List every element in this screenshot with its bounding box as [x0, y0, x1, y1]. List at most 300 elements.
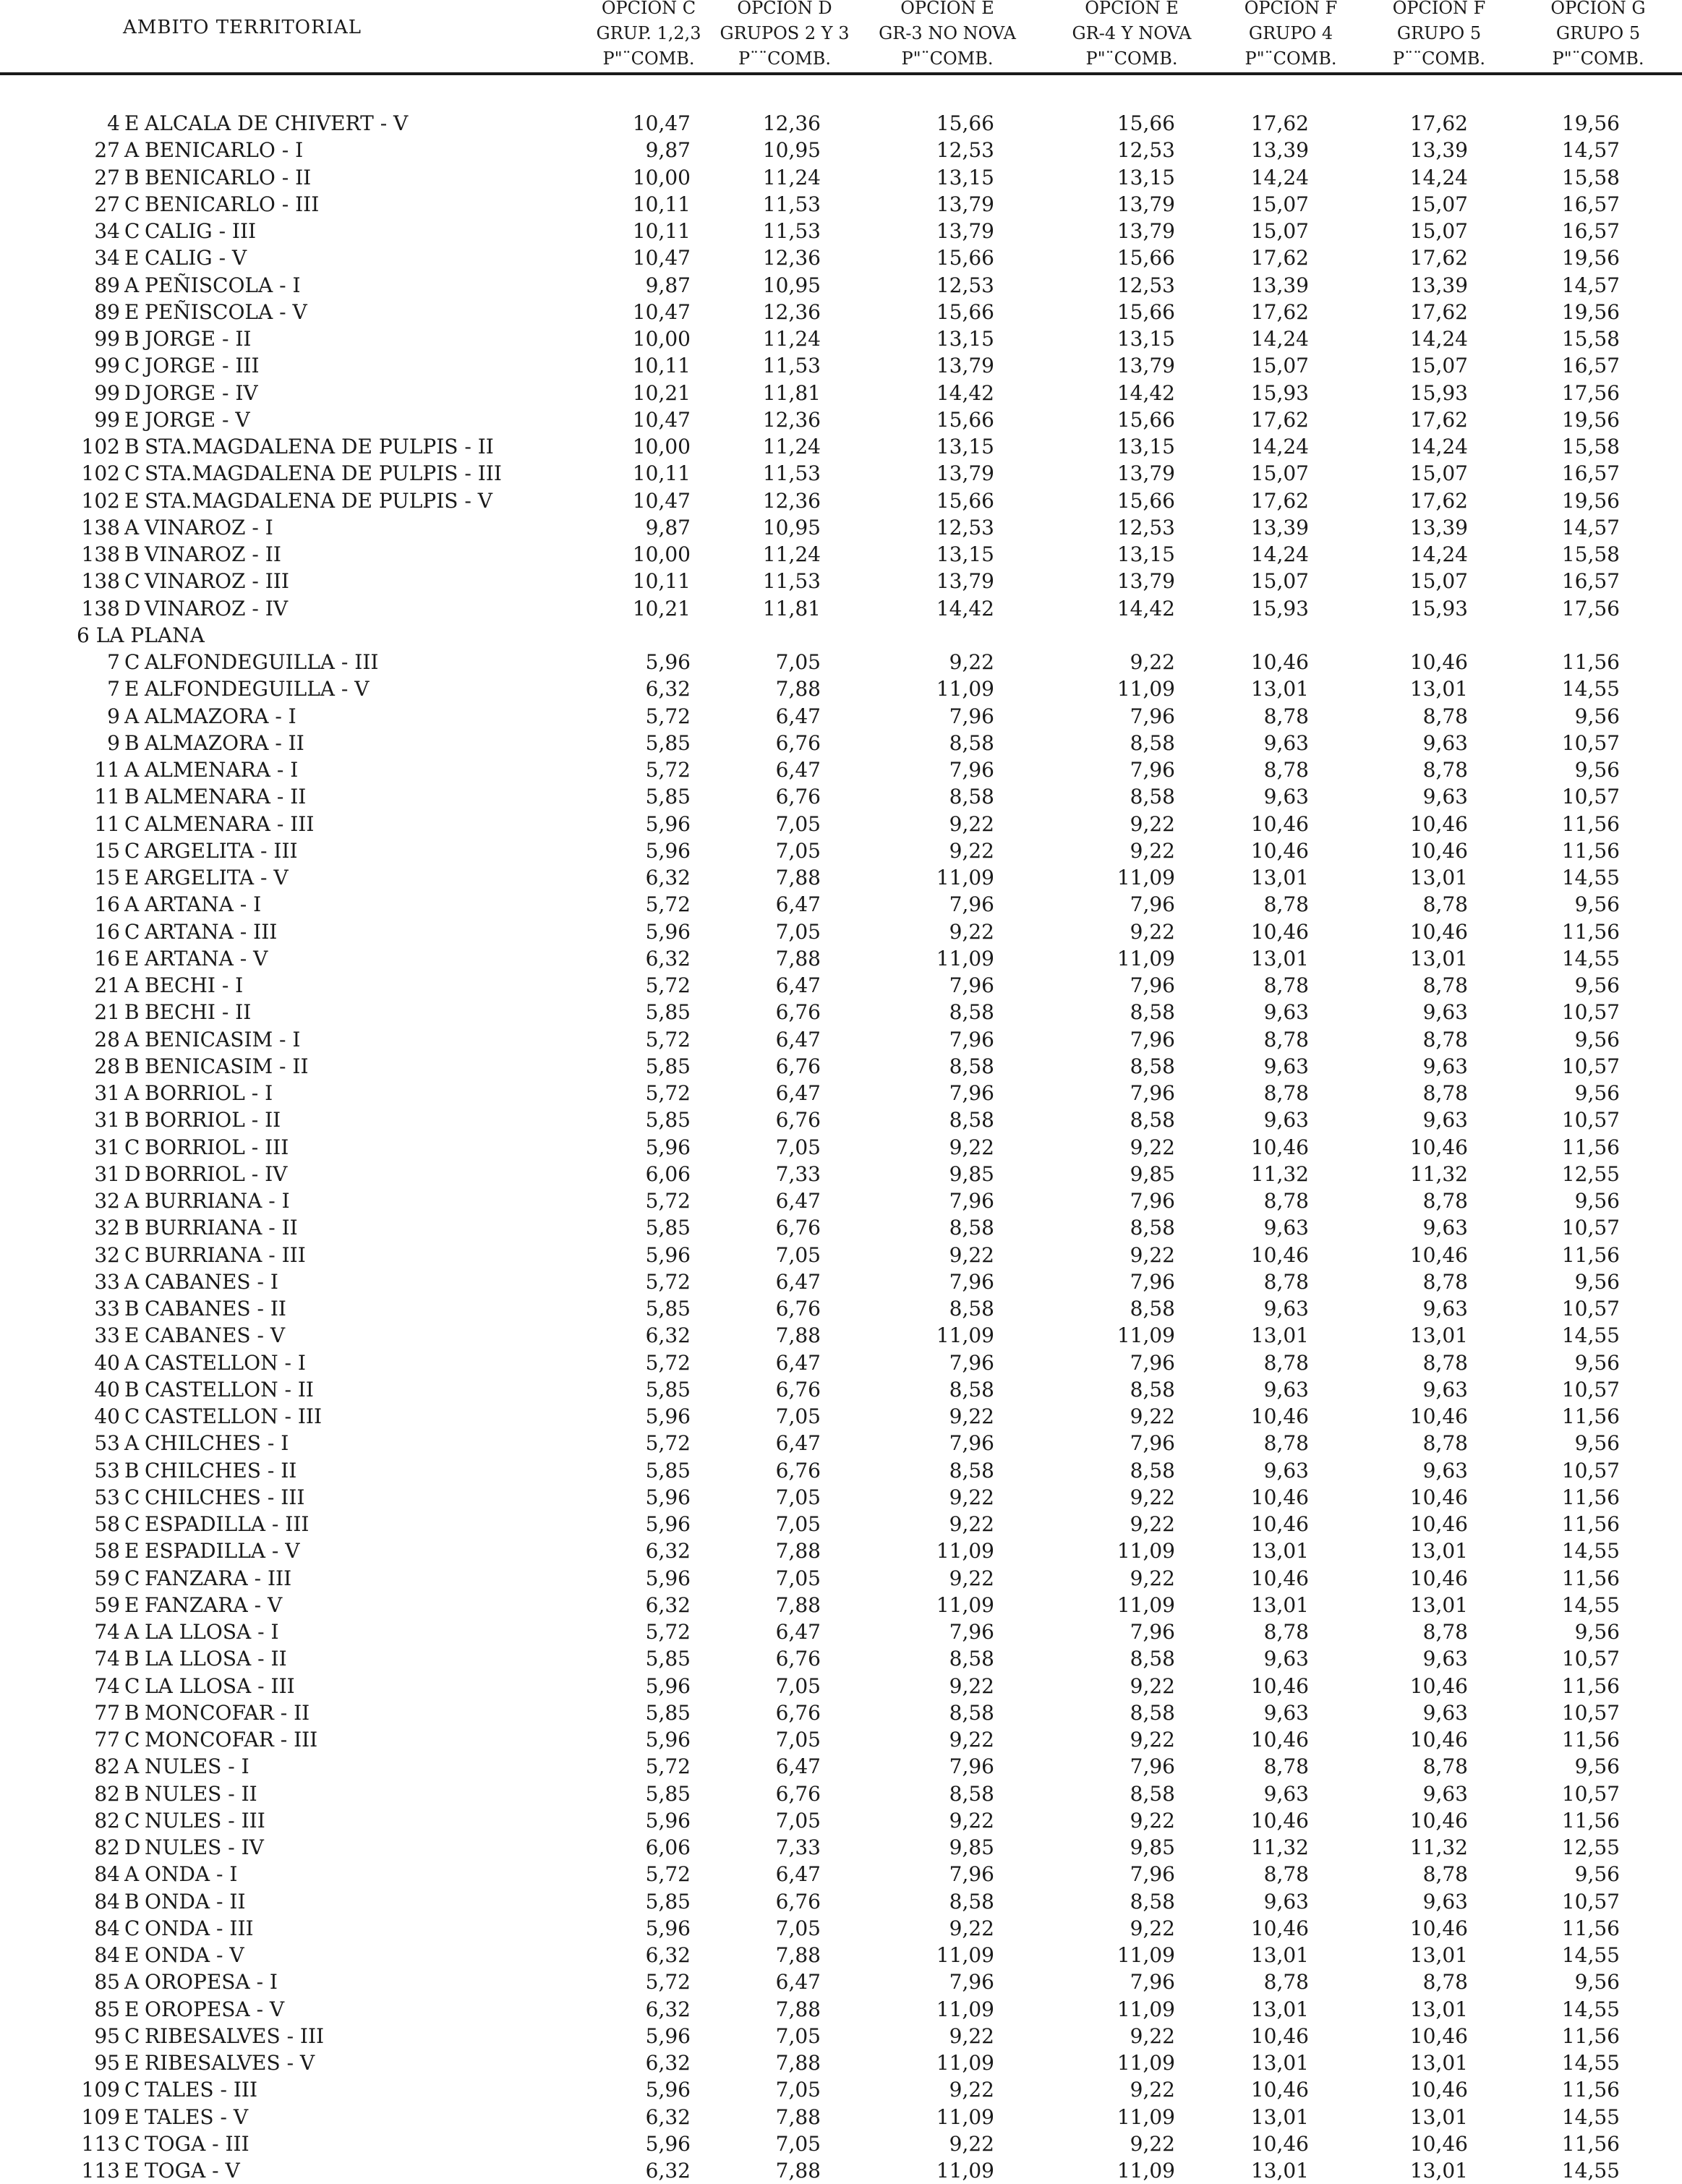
municipality-code: 11	[94, 758, 120, 782]
price-value: 6,76	[775, 1377, 821, 1402]
price-value: 13,79	[936, 192, 994, 216]
price-value: 14,55	[1561, 677, 1620, 701]
column-header-line: OPCION F	[1244, 0, 1338, 18]
column-header-line: P"¨COMB.	[602, 48, 695, 69]
price-value: 10,11	[632, 569, 691, 594]
zone-letter: C	[124, 1242, 140, 1267]
municipality-name: JORGE - V	[145, 407, 250, 432]
municipality-code: 15	[94, 866, 120, 890]
price-value: 8,58	[1130, 1647, 1175, 1671]
price-value: 13,79	[936, 219, 994, 243]
zone-letter: C	[124, 1135, 140, 1159]
municipality-name: BENICARLO - III	[145, 192, 320, 216]
table-row	[0, 1537, 1682, 1564]
price-value: 9,63	[1263, 1000, 1309, 1025]
price-value: 9,63	[1263, 1700, 1309, 1725]
municipality-code: 113	[81, 2131, 120, 2156]
municipality-code: 4	[107, 111, 120, 135]
municipality-name: TOGA - V	[145, 2159, 240, 2183]
price-value: 7,96	[1130, 1970, 1175, 1995]
price-value: 8,58	[949, 1297, 994, 1321]
price-value: 5,85	[645, 785, 691, 809]
table-row	[0, 1053, 1682, 1080]
price-value: 16,57	[1561, 569, 1620, 594]
price-value: 9,22	[949, 650, 994, 674]
price-value: 10,46	[1409, 1135, 1468, 1159]
price-value: 9,56	[1574, 1862, 1620, 1887]
zone-letter: A	[124, 1269, 140, 1294]
zone-letter: A	[124, 1970, 140, 1995]
price-value: 8,78	[1263, 704, 1309, 728]
price-value: 6,76	[775, 1889, 821, 1914]
price-value: 16,57	[1561, 461, 1620, 486]
zone-letter: C	[124, 2131, 140, 2156]
zone-letter: E	[124, 946, 140, 971]
municipality-code: 31	[94, 1135, 120, 1159]
price-value: 13,15	[936, 542, 994, 566]
price-value: 15,66	[1117, 488, 1175, 513]
data-table-body	[0, 110, 1682, 2184]
price-value: 9,22	[949, 2131, 994, 2156]
table-row	[0, 756, 1682, 783]
municipality-code: 40	[94, 1404, 120, 1428]
price-value: 10,47	[632, 407, 691, 432]
price-value: 10,46	[1409, 2023, 1468, 2048]
table-row	[0, 1457, 1682, 1484]
price-value: 8,58	[1130, 1377, 1175, 1402]
municipality-code: 74	[94, 1620, 120, 1644]
price-value: 9,85	[949, 1161, 994, 1186]
table-row	[0, 380, 1682, 406]
price-value: 9,22	[949, 1673, 994, 1698]
price-value: 6,76	[775, 730, 821, 755]
zone-letter: B	[124, 542, 140, 566]
table-row	[0, 999, 1682, 1025]
price-value: 11,09	[1117, 1323, 1175, 1348]
zone-letter: E	[124, 407, 140, 432]
municipality-code: 34	[94, 219, 120, 243]
zone-letter: A	[124, 1081, 140, 1105]
table-row	[0, 1699, 1682, 1726]
municipality-name: CALIG - V	[145, 246, 247, 270]
price-value: 9,63	[1422, 1889, 1468, 1914]
price-value: 13,01	[1409, 677, 1468, 701]
price-value: 6,32	[645, 2159, 691, 2183]
price-value: 13,01	[1250, 1943, 1309, 1967]
table-row	[0, 1996, 1682, 2023]
municipality-name: TALES - III	[145, 2078, 258, 2102]
municipality-name: BENICASIM - I	[145, 1027, 301, 1052]
price-value: 9,22	[1130, 1242, 1175, 1267]
municipality-name: RIBESALVES - III	[145, 2023, 325, 2048]
municipality-name: CABANES - V	[145, 1323, 286, 1348]
table-row	[0, 1106, 1682, 1133]
price-value: 6,47	[775, 1081, 821, 1105]
zone-letter: B	[124, 1054, 140, 1078]
price-value: 17,62	[1250, 488, 1309, 513]
price-value: 11,09	[1117, 2159, 1175, 2183]
price-value: 5,96	[645, 1916, 691, 1940]
price-value: 14,24	[1250, 327, 1309, 351]
price-value: 10,46	[1409, 1404, 1468, 1428]
table-row	[0, 837, 1682, 864]
price-value: 13,01	[1250, 2104, 1309, 2129]
column-header-line: P"¨COMB.	[1552, 48, 1644, 69]
price-value: 11,09	[936, 2051, 994, 2075]
price-value: 7,88	[775, 1539, 821, 1564]
municipality-code: 102	[81, 435, 120, 458]
price-value: 11,09	[1117, 1539, 1175, 1564]
price-value: 10,11	[632, 461, 691, 486]
table-row	[0, 649, 1682, 675]
price-value: 8,58	[949, 1108, 994, 1132]
price-value: 7,05	[775, 811, 821, 836]
price-value: 7,96	[949, 892, 994, 917]
municipality-code: 28	[94, 1027, 120, 1052]
price-value: 19,56	[1561, 111, 1620, 135]
municipality-name: ESPADILLA - III	[145, 1512, 309, 1536]
price-value: 11,24	[762, 435, 821, 458]
price-value: 9,22	[949, 1916, 994, 1940]
municipality-code: 85	[94, 1997, 120, 2021]
price-value: 17,62	[1250, 246, 1309, 270]
municipality-code: 11	[94, 811, 120, 836]
price-value: 5,72	[645, 1754, 691, 1779]
municipality-name: ALMENARA - II	[145, 785, 307, 809]
price-value: 10,46	[1250, 1566, 1309, 1590]
price-value: 9,63	[1263, 785, 1309, 809]
price-value: 13,15	[936, 327, 994, 351]
price-value: 9,56	[1574, 1269, 1620, 1294]
price-value: 5,96	[645, 1728, 691, 1752]
price-value: 13,01	[1250, 1323, 1309, 1348]
table-row	[0, 1807, 1682, 1834]
price-value: 11,56	[1561, 1135, 1620, 1159]
price-value: 11,56	[1561, 919, 1620, 944]
price-value: 6,47	[775, 758, 821, 782]
price-value: 8,58	[949, 785, 994, 809]
price-value: 11,32	[1409, 1161, 1468, 1186]
table-row	[0, 1214, 1682, 1241]
zone-letter: D	[124, 380, 141, 405]
column-header-line: GR-3 NO NOVA	[879, 23, 1016, 43]
price-value: 7,96	[949, 1027, 994, 1052]
price-value: 9,22	[1130, 811, 1175, 836]
price-value: 11,56	[1561, 811, 1620, 836]
price-value: 8,78	[1422, 892, 1468, 917]
price-value: 14,57	[1561, 515, 1620, 539]
zone-letter: E	[124, 2051, 140, 2075]
price-value: 8,58	[1130, 1297, 1175, 1321]
column-header-line: OPCION D	[737, 0, 832, 18]
municipality-code: 7	[107, 650, 120, 674]
table-row	[0, 1861, 1682, 1887]
price-value: 7,96	[949, 973, 994, 997]
table-row	[0, 1484, 1682, 1511]
zone-letter: C	[124, 569, 140, 594]
price-value: 6,47	[775, 1970, 821, 1995]
price-value: 7,96	[1130, 1862, 1175, 1887]
price-value: 13,79	[1117, 461, 1175, 486]
price-value: 5,96	[645, 811, 691, 836]
price-value: 9,22	[1130, 1673, 1175, 1698]
price-value: 13,39	[1409, 138, 1468, 163]
table-row	[0, 2104, 1682, 2130]
price-value: 11,09	[936, 1943, 994, 1967]
municipality-name: LA LLOSA - III	[145, 1673, 295, 1698]
price-value: 15,93	[1250, 380, 1309, 405]
price-value: 17,56	[1561, 380, 1620, 405]
zone-letter: E	[124, 2104, 140, 2129]
zone-letter: D	[124, 1161, 141, 1186]
table-row	[0, 568, 1682, 594]
price-value: 11,56	[1561, 838, 1620, 863]
price-value: 7,05	[775, 1135, 821, 1159]
municipality-code: 102	[81, 461, 120, 486]
price-value: 5,72	[645, 1269, 691, 1294]
price-value: 5,72	[645, 892, 691, 917]
municipality-name: ARTANA - I	[145, 892, 262, 917]
price-value: 8,78	[1422, 1350, 1468, 1375]
price-value: 10,46	[1409, 1808, 1468, 1833]
price-value: 11,56	[1561, 1566, 1620, 1590]
municipality-code: 138	[81, 596, 120, 620]
price-value: 5,85	[645, 1781, 691, 1806]
zone-letter: B	[124, 1700, 140, 1725]
zone-letter: E	[124, 1943, 140, 1967]
price-value: 6,32	[645, 1997, 691, 2021]
price-value: 7,88	[775, 1592, 821, 1617]
price-value: 10,46	[1409, 1566, 1468, 1590]
price-value: 11,56	[1561, 1916, 1620, 1940]
price-value: 6,47	[775, 1431, 821, 1456]
price-value: 10,57	[1561, 730, 1620, 755]
price-value: 10,00	[632, 327, 691, 351]
municipality-name: STA.MAGDALENA DE PULPIS - II	[145, 435, 494, 458]
municipality-name: TOGA - III	[145, 2131, 249, 2156]
zone-letter: E	[124, 246, 140, 270]
municipality-name: PEÑISCOLA - I	[145, 273, 301, 297]
price-value: 7,96	[949, 1431, 994, 1456]
municipality-code: 31	[94, 1161, 120, 1186]
price-value: 6,32	[645, 866, 691, 890]
price-value: 6,47	[775, 1269, 821, 1294]
table-header	[0, 0, 1682, 75]
municipality-code: 58	[94, 1512, 120, 1536]
zone-letter: A	[124, 1431, 140, 1456]
price-value: 8,78	[1422, 1189, 1468, 1213]
table-row	[0, 730, 1682, 756]
municipality-code: 84	[94, 1889, 120, 1914]
price-value: 6,32	[645, 2051, 691, 2075]
price-value: 6,76	[775, 1297, 821, 1321]
price-value: 8,78	[1263, 892, 1309, 917]
zone-letter: A	[124, 1027, 140, 1052]
municipality-name: NULES - II	[145, 1781, 257, 1806]
zone-letter: C	[124, 1808, 140, 1833]
price-value: 7,33	[775, 1161, 821, 1186]
price-value: 7,88	[775, 866, 821, 890]
price-value: 17,62	[1250, 299, 1309, 324]
price-value: 15,07	[1409, 461, 1468, 486]
price-value: 9,22	[1130, 2078, 1175, 2102]
municipality-name: STA.MAGDALENA DE PULPIS - V	[145, 488, 492, 513]
price-value: 9,63	[1422, 785, 1468, 809]
table-row	[0, 595, 1682, 622]
zone-letter: C	[124, 461, 140, 486]
column-header-line: P"¨COMB.	[1245, 48, 1337, 69]
price-value: 16,57	[1561, 354, 1620, 378]
zone-letter: A	[124, 1350, 140, 1375]
price-value: 13,79	[936, 569, 994, 594]
municipality-code: 59	[94, 1592, 120, 1617]
price-value: 10,57	[1561, 1647, 1620, 1671]
price-value: 9,22	[949, 2023, 994, 2048]
price-value: 14,55	[1561, 2104, 1620, 2129]
price-value: 5,72	[645, 1027, 691, 1052]
municipality-code: 9	[107, 730, 120, 755]
price-value: 10,46	[1250, 1808, 1309, 1833]
price-value: 7,33	[775, 1835, 821, 1859]
price-value: 12,55	[1561, 1835, 1620, 1859]
zone-letter: C	[124, 1916, 140, 1940]
price-value: 14,55	[1561, 866, 1620, 890]
table-row	[0, 703, 1682, 730]
municipality-name: BORRIOL - IV	[145, 1161, 288, 1186]
price-value: 10,46	[1409, 1916, 1468, 1940]
municipality-name: VINAROZ - IV	[145, 596, 289, 620]
municipality-name: CASTELLON - I	[145, 1350, 306, 1375]
price-value: 5,72	[645, 1431, 691, 1456]
price-value: 8,78	[1263, 1350, 1309, 1375]
municipality-code: 99	[94, 327, 120, 351]
table-row	[0, 2076, 1682, 2103]
price-value: 5,96	[645, 2023, 691, 2048]
price-value: 6,47	[775, 1027, 821, 1052]
municipality-code: 82	[94, 1754, 120, 1779]
price-value: 5,72	[645, 1862, 691, 1887]
price-value: 7,96	[949, 1269, 994, 1294]
zone-letter: B	[124, 730, 140, 755]
price-value: 14,24	[1409, 435, 1468, 458]
price-value: 8,58	[949, 730, 994, 755]
price-value: 10,11	[632, 219, 691, 243]
price-value: 7,05	[775, 650, 821, 674]
municipality-code: 27	[94, 138, 120, 163]
municipality-name: NULES - IV	[145, 1835, 264, 1859]
table-row	[0, 1968, 1682, 1995]
price-value: 13,79	[936, 354, 994, 378]
price-value: 10,00	[632, 542, 691, 566]
price-value: 15,58	[1561, 327, 1620, 351]
price-value: 5,72	[645, 1350, 691, 1375]
table-row	[0, 191, 1682, 218]
municipality-code: 102	[81, 488, 120, 513]
price-value: 5,85	[645, 1377, 691, 1402]
municipality-name: CHILCHES - I	[145, 1431, 289, 1456]
municipality-name: MONCOFAR - II	[145, 1700, 310, 1725]
price-value: 12,55	[1561, 1161, 1620, 1186]
municipality-name: VINAROZ - II	[145, 542, 281, 566]
municipality-code: 82	[94, 1835, 120, 1859]
municipality-name: BENICARLO - I	[145, 138, 304, 163]
price-value: 7,88	[775, 946, 821, 971]
price-value: 14,42	[936, 380, 994, 405]
price-value: 5,85	[645, 1216, 691, 1240]
municipality-code: 99	[94, 407, 120, 432]
price-value: 10,57	[1561, 1054, 1620, 1078]
price-value: 14,24	[1409, 165, 1468, 189]
price-value: 7,96	[1130, 1269, 1175, 1294]
price-value: 10,57	[1561, 785, 1620, 809]
price-value: 10,46	[1409, 650, 1468, 674]
price-value: 11,09	[936, 1323, 994, 1348]
price-value: 11,56	[1561, 1485, 1620, 1509]
price-value: 10,00	[632, 435, 691, 458]
price-value: 9,56	[1574, 1620, 1620, 1644]
table-row	[0, 1888, 1682, 1915]
municipality-name: BORRIOL - I	[145, 1081, 273, 1105]
price-value: 9,63	[1422, 1458, 1468, 1483]
price-value: 9,22	[1130, 1404, 1175, 1428]
price-value: 7,96	[1130, 1620, 1175, 1644]
price-value: 5,96	[645, 1242, 691, 1267]
price-value: 15,07	[1250, 192, 1309, 216]
price-value: 13,01	[1409, 2104, 1468, 2129]
table-row	[0, 2157, 1682, 2184]
price-value: 15,66	[1117, 246, 1175, 270]
price-value: 9,22	[1130, 1485, 1175, 1509]
price-value: 10,46	[1250, 919, 1309, 944]
table-row	[0, 675, 1682, 702]
price-value: 9,22	[1130, 1808, 1175, 1833]
price-value: 14,24	[1250, 165, 1309, 189]
ambito-header: AMBITO TERRITORIAL	[123, 17, 362, 38]
price-value: 9,22	[949, 2078, 994, 2102]
price-value: 7,96	[949, 1620, 994, 1644]
price-value: 5,96	[645, 1566, 691, 1590]
price-value: 8,78	[1263, 973, 1309, 997]
table-row	[0, 137, 1682, 163]
price-value: 13,15	[1117, 435, 1175, 458]
municipality-name: BENICASIM - II	[145, 1054, 309, 1078]
municipality-name: BENICARLO - II	[145, 165, 312, 189]
price-value: 15,07	[1250, 219, 1309, 243]
municipality-name: CHILCHES - II	[145, 1458, 297, 1483]
municipality-code: 7	[107, 677, 120, 701]
price-value: 9,63	[1422, 1377, 1468, 1402]
zone-letter: A	[124, 515, 140, 539]
municipality-code: 138	[81, 542, 120, 566]
price-value: 10,46	[1250, 1512, 1309, 1536]
zone-letter: C	[124, 354, 140, 378]
municipality-name: ARGELITA - V	[145, 866, 289, 890]
zone-letter: E	[124, 866, 140, 890]
price-value: 9,22	[949, 838, 994, 863]
price-value: 10,46	[1250, 1728, 1309, 1752]
price-value: 10,57	[1561, 1108, 1620, 1132]
price-value: 13,01	[1250, 1997, 1309, 2021]
table-row	[0, 541, 1682, 568]
zone-letter: D	[124, 1835, 141, 1859]
municipality-name: MONCOFAR - III	[145, 1728, 318, 1752]
zone-letter: B	[124, 1458, 140, 1483]
price-value: 15,66	[1117, 299, 1175, 324]
price-value: 9,56	[1574, 1350, 1620, 1375]
municipality-code: 95	[94, 2023, 120, 2048]
price-value: 15,58	[1561, 435, 1620, 458]
price-value: 15,66	[936, 246, 994, 270]
